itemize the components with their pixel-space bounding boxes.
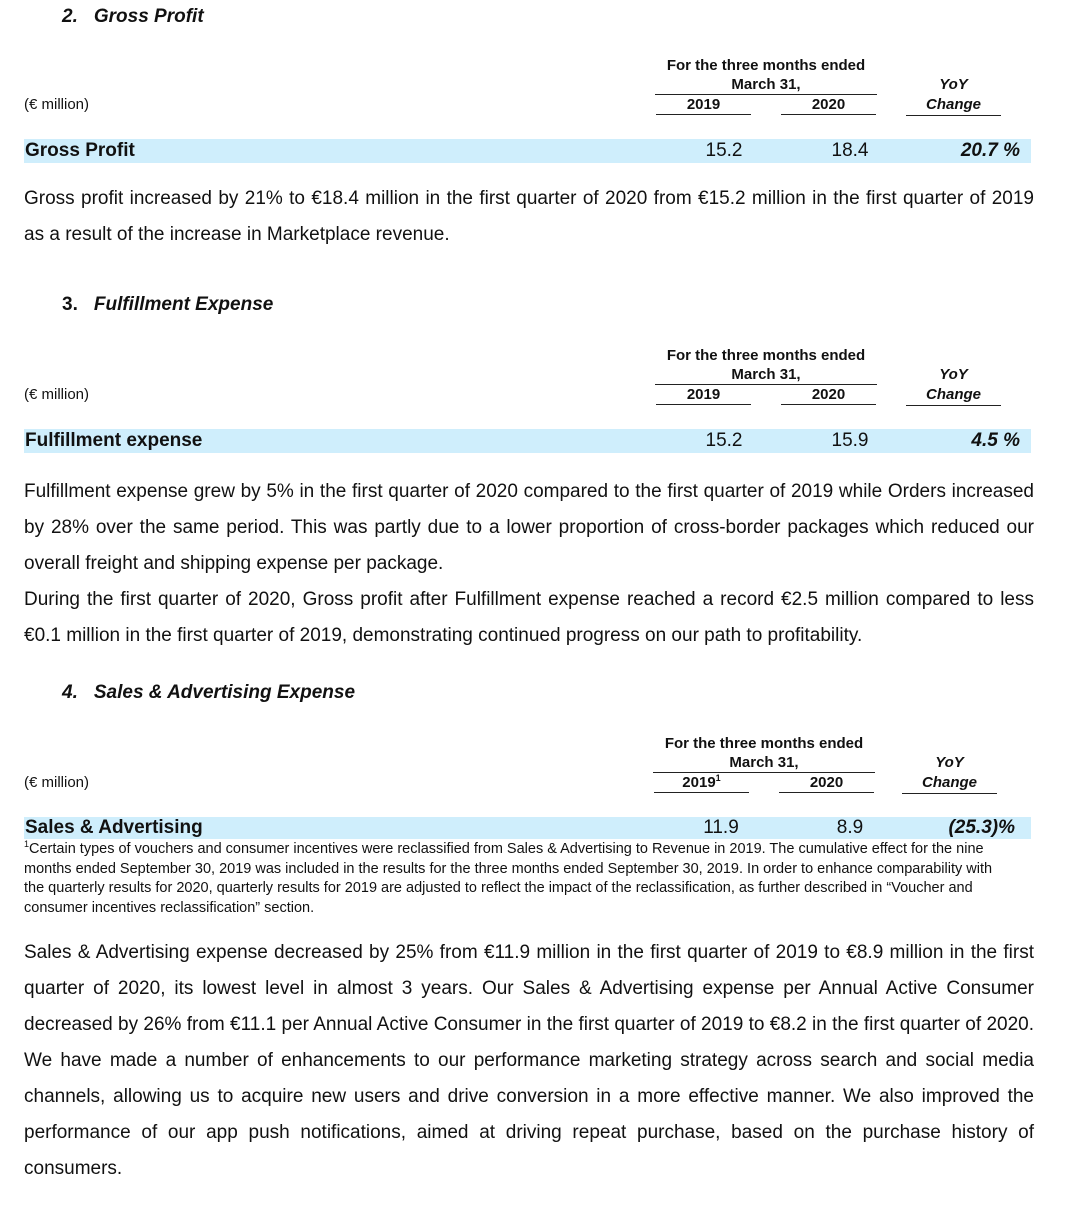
body-text	[24, 474, 1034, 654]
footnote	[24, 840, 1014, 918]
yoy-value: (25.3)%	[948, 817, 1015, 838]
yoy-header-line2: Change	[925, 386, 981, 403]
yoy-header-line2: Change	[925, 96, 981, 113]
yoy-header	[906, 365, 1001, 406]
unit-label: (€ million)	[24, 96, 90, 113]
body-text	[24, 181, 1034, 253]
yoy-value: 4.5 %	[971, 430, 1020, 451]
yoy-header-line2: Change	[921, 774, 977, 791]
value-2020: 8.9	[836, 817, 864, 838]
period-header: For the three months ended March 31,	[653, 734, 875, 773]
year-col-2019: 2019	[656, 386, 751, 405]
section-title: Gross Profit	[93, 6, 204, 27]
footnote-ref: 1	[715, 773, 721, 783]
section-number: 2.	[62, 6, 78, 27]
yoy-header-line1: YoY	[935, 754, 964, 771]
value-2020: 18.4	[831, 140, 869, 161]
year-col-2020: 2020	[779, 774, 874, 793]
section-heading-gross-profit	[62, 6, 204, 28]
footnote-marker: 1	[24, 839, 30, 850]
year-col-2019	[654, 774, 749, 793]
paragraph: Gross profit increased by 21% to €18.4 million in the first quarter of 2020 from €15.2 million in the first quarter of 2019 as a result of the increase in Marketplace revenue.	[24, 188, 1034, 245]
period-header: For the three months ended March 31,	[655, 346, 877, 385]
yoy-header	[902, 753, 997, 794]
year-col-2019: 2019	[656, 96, 751, 115]
year-col-2020: 2020	[781, 386, 876, 405]
yoy-header-line1: YoY	[939, 366, 968, 383]
value-2019: 11.9	[703, 817, 739, 838]
year-col-2020: 2020	[781, 96, 876, 115]
row-label: Fulfillment expense	[25, 430, 203, 451]
value-2019: 15.2	[705, 140, 743, 161]
yoy-header	[906, 75, 1001, 116]
unit-label: (€ million)	[24, 774, 90, 791]
unit-label: (€ million)	[24, 386, 90, 403]
yoy-header-line1: YoY	[939, 76, 968, 93]
body-text	[24, 935, 1034, 1187]
footnote-text: Certain types of vouchers and consumer incentives were reclassified from Sales & Advertising to Revenue in 2019. The cumulative effect for the nine months ended September 30, 2019 was included in the results for the three months ended September 30, 2019. In order to enhance comparability with the quarterly results for 2020, quarterly results for 2019 are adjusted to reflect the impact of the reclassification, as further described in “Voucher and consumer incentives reclassification” section.	[24, 841, 993, 916]
paragraph: During the first quarter of 2020, Gross profit after Fulfillment expense reached a record €2.5 million compared to less €0.1 million in the first quarter of 2019, demonstrating continued progress on our path to profitability.	[24, 589, 1034, 646]
row-label: Gross Profit	[25, 140, 135, 161]
section-number: 4.	[62, 682, 78, 703]
section-title: Sales & Advertising Expense	[93, 682, 356, 703]
value-2020: 15.9	[831, 430, 869, 451]
section-heading-fulfillment	[62, 294, 273, 316]
section-heading-sales-advertising	[62, 682, 355, 704]
paragraph: Fulfillment expense grew by 5% in the first quarter of 2020 compared to the first quarter of 2019 while Orders increased by 28% over the same period. This was partly due to a lower proportion of cross-border packages which reduced our overall freight and shipping expense per package.	[24, 481, 1034, 574]
period-header: For the three months ended March 31,	[655, 56, 877, 95]
row-label: Sales & Advertising	[25, 817, 203, 838]
value-2019: 15.2	[705, 430, 743, 451]
section-title: Fulfillment Expense	[93, 294, 274, 315]
paragraph: Sales & Advertising expense decreased by 25% from €11.9 million in the first quarter of 2019 to €8.9 million in the first quarter of 2020, its lowest level in almost 3 years. Our Sales & Advertising expense per Annual Active Consumer decreased by 26% from €11.1 per Annual Active Consumer in the first quarter of 2019 to €8.2 in the first quarter of 2020. We have made a number of enhancements to our performance marketing strategy across search and social media channels, allowing us to acquire new users and drive conversion in a more effective manner. We also improved the performance of our app push notifications, aimed at driving repeat purchase, based on the purchase history of consumers.	[24, 942, 1034, 1179]
section-number: 3.	[62, 294, 78, 315]
yoy-value: 20.7 %	[960, 140, 1020, 161]
year-value: 2019	[682, 774, 716, 791]
